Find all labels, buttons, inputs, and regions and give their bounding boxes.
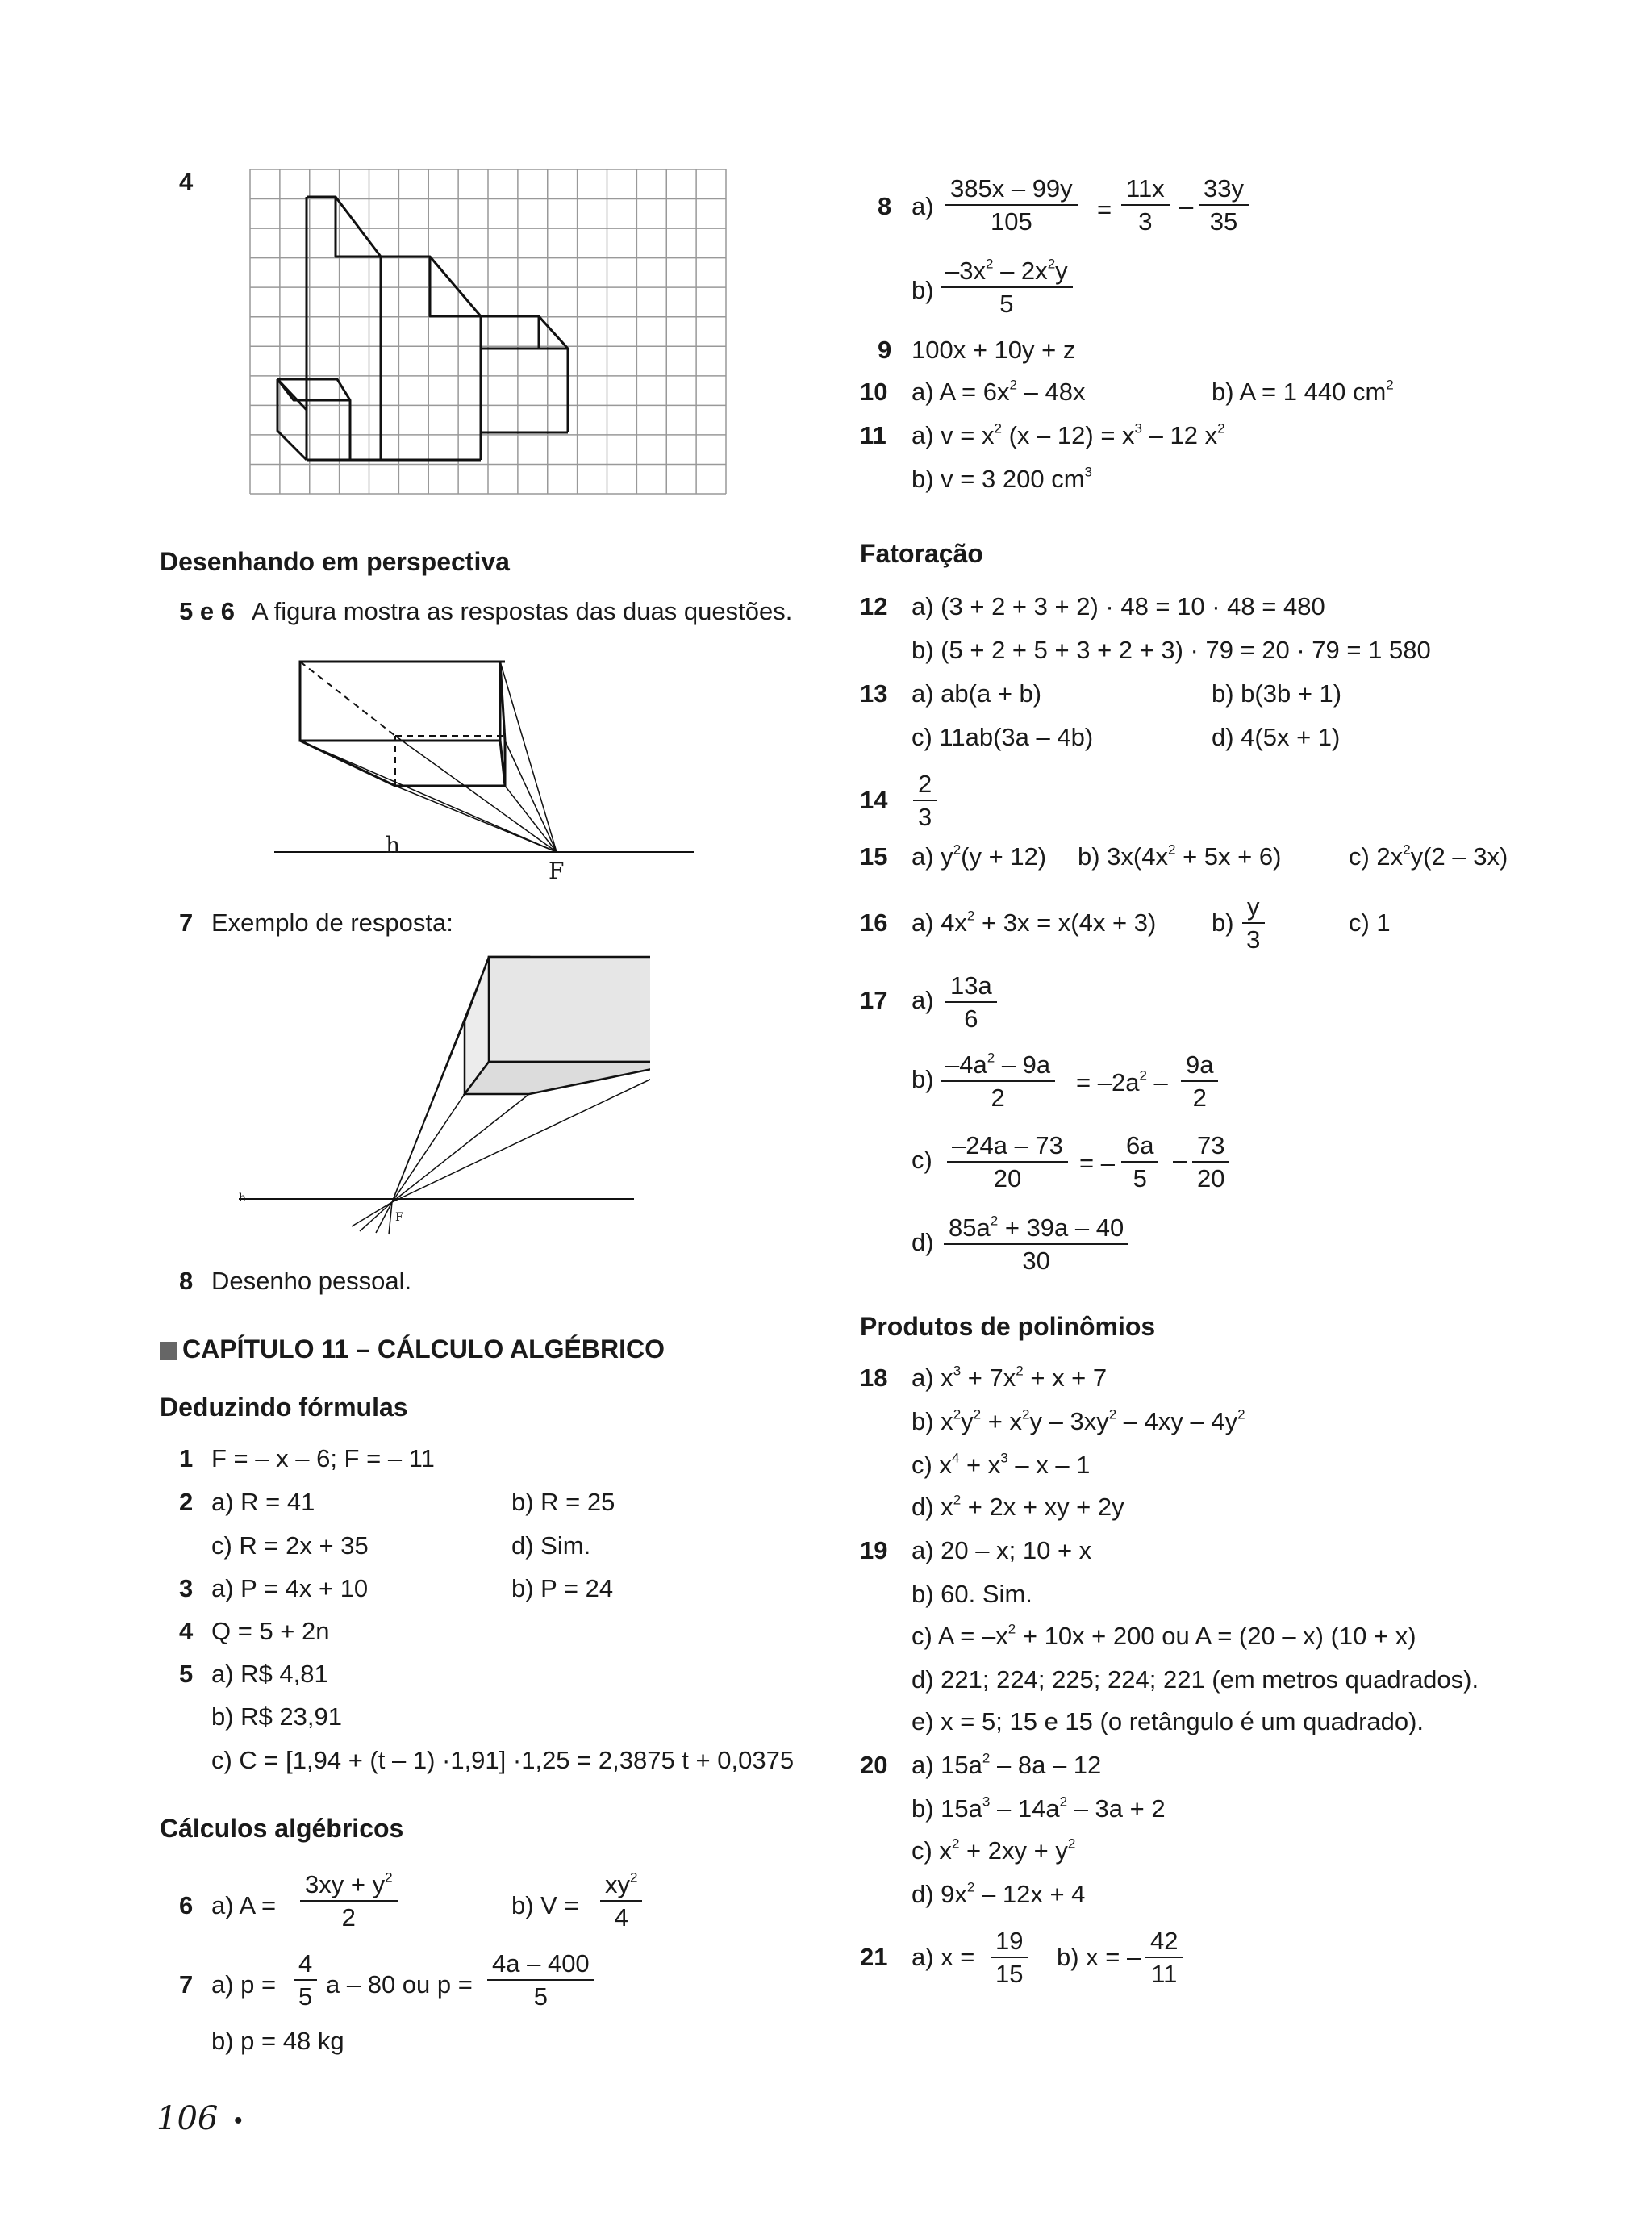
section-heading-calculos: Cálculos algébricos bbox=[160, 1814, 404, 1843]
answer-text: a) $x^3 + 7x^2 + x + 7$ bbox=[912, 1363, 1108, 1392]
item-number: 16 bbox=[860, 908, 888, 937]
grid-perspective-figure bbox=[248, 168, 728, 495]
answer-text: b) (5 + 2 + 5 + 3 + 2 + 3) · 79 = 20 · 79 = 1 580 bbox=[912, 636, 1431, 664]
answer-text: c) $A = -x^2 + 10x + 200$ ou A = (20 – x) (10 + x) bbox=[912, 1621, 1416, 1650]
answer-text: b) P = 24 bbox=[511, 1574, 614, 1602]
item-number: 19 bbox=[860, 1536, 888, 1564]
answer-text: b) bbox=[912, 1065, 934, 1093]
answer-text: a) (3 + 2 + 3 + 2) · 48 = 10 · 48 = 480 bbox=[912, 592, 1325, 620]
answer-text: d) 4(5x + 1) bbox=[1212, 723, 1341, 751]
fraction: $\frac{3xy + y^2}{2}$ bbox=[300, 1872, 398, 1930]
fraction: $\frac{2}{3}$ bbox=[913, 771, 937, 829]
figure-label-f: F bbox=[549, 858, 565, 884]
square-bullet-icon bbox=[160, 1342, 177, 1360]
answer-text: b) V = bbox=[511, 1891, 579, 1919]
answer-text: c) $x^4 + x^3 - x - 1$ bbox=[912, 1450, 1091, 1479]
fraction: $\frac{4}{5}$ bbox=[294, 1951, 317, 2009]
fraction: $\frac{42}{11}$ bbox=[1145, 1928, 1183, 1986]
question-number-7: 7 bbox=[179, 908, 194, 937]
answer-text: a) $15a^2 - 8a - 12$ bbox=[912, 1750, 1102, 1779]
answer-text: a) 20 – x; 10 + x bbox=[912, 1536, 1092, 1564]
item-number: 2 bbox=[179, 1488, 194, 1516]
answer-text: b) $15a^3 - 14a^2 - 3a + 2$ bbox=[912, 1794, 1166, 1823]
question-number-5-6: 5 e 6 bbox=[179, 597, 235, 625]
example-perspective-figure bbox=[239, 952, 650, 1243]
answer-text: c) C = [1,94 + (t – 1) ·1,91] ·1,25 = 2,3875 t + 0,0375 bbox=[211, 1746, 795, 1774]
answer-text: F = – x – 6; F = – 11 bbox=[211, 1444, 435, 1472]
answer-text: b) b(3b + 1) bbox=[1212, 679, 1342, 708]
fraction: $\frac{4a - 400}{5}$ bbox=[487, 1951, 594, 2009]
item-number: 10 bbox=[860, 378, 888, 406]
answer-text: d) $9x^2 - 12x + 4$ bbox=[912, 1879, 1086, 1908]
item-number: 15 bbox=[860, 842, 888, 871]
fraction: $\frac{13a}{6}$ bbox=[945, 973, 997, 1031]
answer-text: a) x = bbox=[912, 1943, 975, 1971]
item-number: 3 bbox=[179, 1574, 194, 1602]
answer-text: a) bbox=[912, 986, 934, 1014]
item-number: 4 bbox=[179, 1617, 194, 1645]
answer-text: a) P = 4x + 10 bbox=[211, 1574, 369, 1602]
fraction: $\frac{385x - 99y}{105}$ bbox=[945, 176, 1078, 234]
item-number: 13 bbox=[860, 679, 888, 708]
answer-text: a) ab(a + b) bbox=[912, 679, 1042, 708]
item-number: 18 bbox=[860, 1364, 888, 1392]
answer-text: c) R = 2x + 35 bbox=[211, 1531, 369, 1560]
answer-text: a) A = bbox=[211, 1891, 277, 1919]
question-number-8-left: 8 bbox=[179, 1267, 194, 1295]
fraction: $\frac{xy^2}{4}$ bbox=[600, 1872, 642, 1930]
answer-text: – bbox=[1179, 192, 1194, 220]
fraction: $\frac{19}{15}$ bbox=[991, 1928, 1028, 1986]
section-heading-fatoracao: Fatoração bbox=[860, 539, 983, 568]
item-number: 21 bbox=[860, 1943, 888, 1971]
fraction: $\frac{73}{20}$ bbox=[1192, 1133, 1229, 1191]
fraction: $\frac{-24a - 73}{20}$ bbox=[947, 1133, 1068, 1191]
answer-text: = $-2a^2$ – bbox=[1076, 1067, 1168, 1096]
item-number: 14 bbox=[860, 786, 888, 814]
chapter-heading: CAPÍTULO 11 – CÁLCULO ALGÉBRICO bbox=[160, 1336, 665, 1362]
question-5-6-text: A figura mostra as respostas das duas questões. bbox=[252, 597, 793, 625]
answer-text: b) A = 1 440 $cm^2$ bbox=[1212, 377, 1394, 406]
item-number: 9 bbox=[878, 336, 892, 364]
answer-text: b) bbox=[912, 276, 934, 304]
answer-text: b) p = 48 kg bbox=[211, 2027, 344, 2055]
bullet-dot-icon: • bbox=[234, 2107, 243, 2134]
item-number: 17 bbox=[860, 986, 888, 1014]
answer-text: b) $3x(4x^2 + 5x + 6)$ bbox=[1078, 842, 1282, 871]
answer-text: = bbox=[1097, 195, 1112, 223]
item-number: 7 bbox=[179, 1970, 194, 1999]
section-heading-deduzindo: Deduzindo fórmulas bbox=[160, 1393, 408, 1422]
question-8-text: Desenho pessoal. bbox=[211, 1267, 412, 1295]
section-heading-produtos: Produtos de polinômios bbox=[860, 1312, 1156, 1341]
item-number: 20 bbox=[860, 1751, 888, 1779]
figure7-label-h: h bbox=[239, 1192, 247, 1205]
question-number-4: 4 bbox=[179, 168, 194, 196]
answer-text: b) v = 3 200 $cm^3$ bbox=[912, 464, 1093, 493]
answer-text: a) $y^2(y + 12)$ bbox=[912, 842, 1047, 871]
answer-text: d) 221; 224; 225; 224; 221 (em metros quadrados). bbox=[912, 1665, 1479, 1694]
item-number: 8 bbox=[878, 192, 892, 220]
fraction: $\frac{11x}{3}$ bbox=[1121, 176, 1170, 234]
answer-text: b) 60. Sim. bbox=[912, 1580, 1032, 1608]
section-heading-perspectiva: Desenhando em perspectiva bbox=[160, 547, 510, 576]
answer-text: d) bbox=[912, 1228, 934, 1256]
answer-text: b) x = – bbox=[1057, 1943, 1141, 1971]
answer-text: = – bbox=[1079, 1149, 1115, 1177]
answer-text: – bbox=[1173, 1146, 1187, 1174]
item-number: 6 bbox=[179, 1891, 194, 1919]
fraction: $\frac{9a}{2}$ bbox=[1181, 1052, 1218, 1110]
answer-text: b) $x^2y^2 + x^2y - 3xy^2 - 4xy - 4y^2$ bbox=[912, 1406, 1245, 1435]
fraction: $\frac{-4a^2 - 9a}{2}$ bbox=[941, 1052, 1055, 1110]
item-number: 5 bbox=[179, 1660, 194, 1688]
question-7-text: Exemplo de resposta: bbox=[211, 908, 453, 937]
page-number: 106 bbox=[156, 2100, 219, 2137]
answer-text: d) Sim. bbox=[511, 1531, 591, 1560]
figure-label-h: h bbox=[386, 832, 401, 858]
item-number: 1 bbox=[179, 1444, 194, 1472]
answer-text: b) R = 25 bbox=[511, 1488, 615, 1516]
fraction: $\frac{-3x^2 - 2x^2y}{5}$ bbox=[941, 258, 1073, 316]
fraction: $\frac{y}{3}$ bbox=[1242, 894, 1265, 952]
answer-text: a) R$ 4,81 bbox=[211, 1660, 328, 1688]
answer-text: c) 11ab(3a – 4b) bbox=[912, 723, 1094, 751]
figure7-label-f: F bbox=[395, 1211, 403, 1224]
perspective-box-figure bbox=[274, 645, 710, 888]
answer-text: c) $2x^2y(2 - 3x)$ bbox=[1349, 842, 1508, 871]
answer-text: a) R = 41 bbox=[211, 1488, 315, 1516]
answer-text: c) 1 bbox=[1349, 908, 1391, 937]
fraction: $\frac{6a}{5}$ bbox=[1121, 1133, 1158, 1191]
answer-text: a) $A = 6x^2 - 48x$ bbox=[912, 377, 1086, 406]
item-number: 11 bbox=[860, 421, 886, 449]
answer-text: a) $v = x^2$ $(x - 12) = x^3 - 12$ $x^2$ bbox=[912, 420, 1225, 449]
fraction: $\frac{85a^2 + 39a - 40}{30}$ bbox=[944, 1215, 1128, 1273]
item-number: 12 bbox=[860, 592, 888, 620]
answer-text: a – 80 ou p = bbox=[326, 1970, 473, 1999]
answer-text: Q = 5 + 2n bbox=[211, 1617, 330, 1645]
answer-text: a) p = bbox=[211, 1970, 277, 1999]
answer-text: c) bbox=[912, 1146, 932, 1174]
answer-text: d) $x^2 + 2x$ + xy + 2y bbox=[912, 1492, 1124, 1521]
answer-text: a) $4x^2 + 3x = x(4x + 3)$ bbox=[912, 908, 1157, 937]
answer-text: b) bbox=[1212, 908, 1234, 937]
answer-text: c) $x^2 + 2xy + y^2$ bbox=[912, 1836, 1076, 1865]
answer-text: e) x = 5; 15 e 15 (o retângulo é um quadrado). bbox=[912, 1707, 1425, 1735]
answer-text: b) R$ 23,91 bbox=[211, 1702, 342, 1731]
answer-text: 100x + 10y + z bbox=[912, 336, 1076, 364]
fraction: $\frac{33y}{35}$ bbox=[1199, 176, 1249, 234]
answer-text: a) bbox=[912, 192, 934, 220]
